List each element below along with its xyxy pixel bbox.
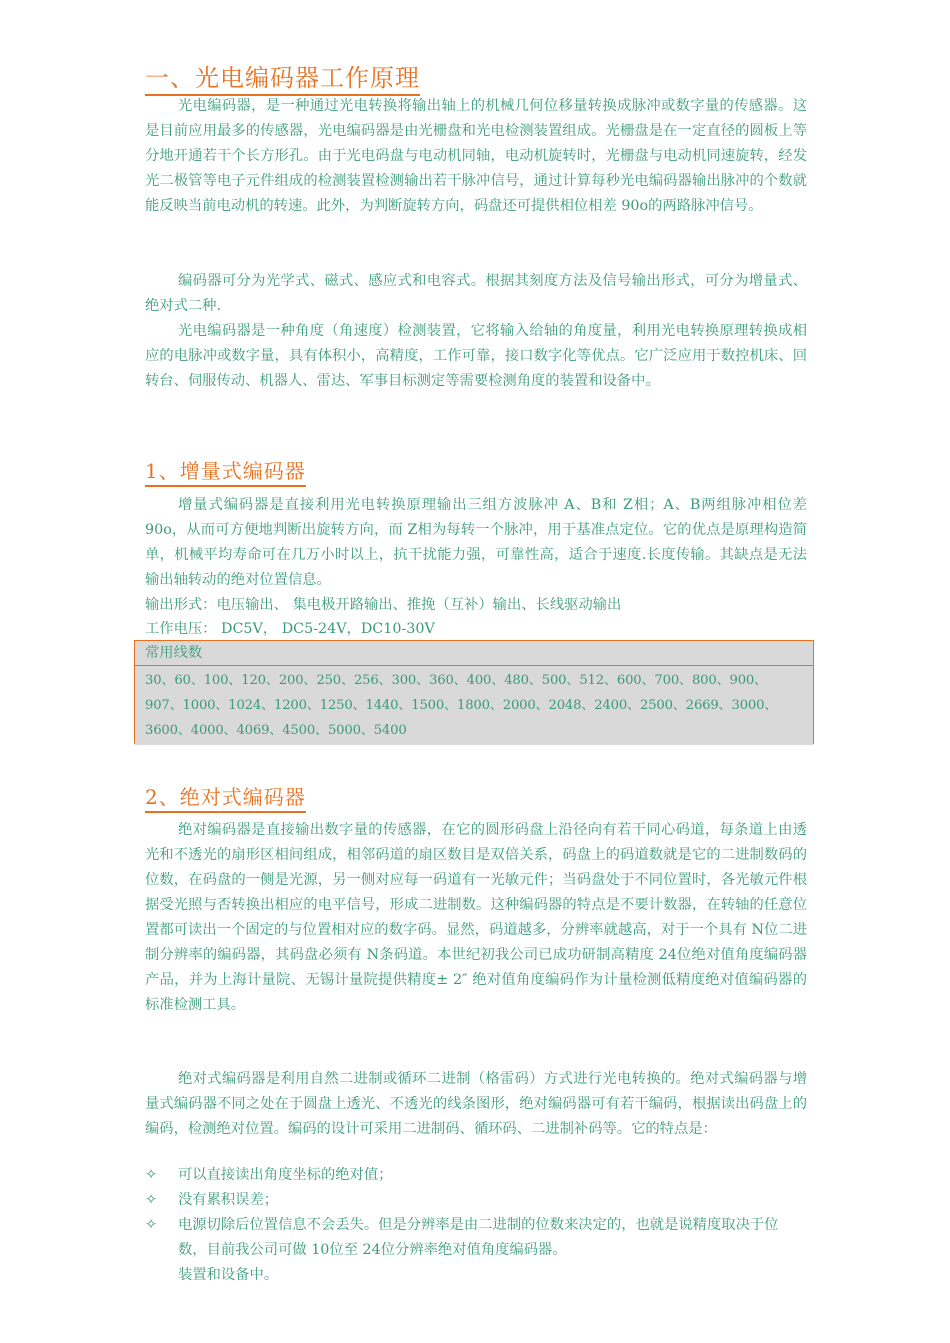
list-item: ✧ 没有累积误差； <box>145 1188 807 1213</box>
list-item: ✧ 可以直接读出角度坐标的绝对值； <box>145 1163 807 1188</box>
list-item: ✧ 电源切除后位置信息不会丢失。但是分辨率是由二进制的位数来决定的，也就是说精度取决于位数，目前我公司可做 10位至 24位分辨率绝对值角度编码器。 <box>145 1213 807 1263</box>
intro-paragraph-1: 光电编码器，是一种通过光电转换将输出轴上的机械几何位移量转换成脉冲或数字量的传感器。这是目前应用最多的传感器，光电编码器是由光栅盘和光电检测装置组成。光栅盘是在一定直径的圆板上等分地开通若干个长方形孔。由于光电码盘与电动机同轴，电动机旋转时，光栅盘与电动机同速旋转，经发光二极管等电子元件组成的检测装置检测输出若干脉冲信号，通过计算每秒光电编码器输出脉冲的个数就能反映当前电动机的转速。此外，为判断旋转方向，码盘还可提供相位相差 90o的两路脉冲信号。 <box>145 98 807 214</box>
section2-heading: 2、绝对式编码器 <box>145 781 306 813</box>
section2-paragraph-1: 绝对编码器是直接输出数字量的传感器，在它的圆形码盘上沿径向有若干同心码道，每条道上由透光和不透光的扇形区相间组成，相邻码道的扇区数目是双倍关系，码盘上的码道数就是它的二进制数码的位数，在码盘的一侧是光源，另一侧对应每一码道有一光敏元件；当码盘处于不同位置时，各光敏元件根据受光照与否转换出相应的电平信号，形成二进制数。这种编码器的特点是不要计数器，在转轴的任意位置都可读出一个固定的与位置相对应的数字码。显然，码道越多，分辨率就越高，对于一个具有 N位二进制分辨率的编码器，其码盘必须有 N条码道。本世纪初我公司已成功研制高精度 24位绝对值角度编码器产品，并为上海计量院、无锡计量院提供精度± 2″ 绝对值角度编码作为计量检测低精度绝对值编码器的标准检测工具。 <box>145 822 807 1013</box>
working-voltage-line: 工作电压： DC5V， DC5-24V，DC10-30V <box>145 621 435 637</box>
diamond-bullet-icon: ✧ <box>145 1167 157 1183</box>
closing-line: 装置和设备中。 <box>178 1267 279 1283</box>
page-title: 一、光电编码器工作原理 <box>145 58 420 96</box>
line-count-row-2: 907、1000、1024、1200、1250、1440、1500、1800、2000、2048、2400、2500、2669、3000、 <box>145 698 778 713</box>
section2-paragraph-2: 绝对式编码器是利用自然二进制或循环二进制（格雷码）方式进行光电转换的。绝对式编码器与增量式编码器不同之处在于圆盘上透光、不透光的线条图形，绝对编码器可有若干编码，根据读出码盘上的编码，检测绝对位置。编码的设计可采用二进制码、循环码、二进制补码等。它的特点是： <box>145 1071 807 1137</box>
line-count-row-3: 3600、4000、4069、4500、5000、5400 <box>145 723 407 738</box>
feature-list <box>145 1163 807 1288</box>
line-count-title: 常用线数 <box>135 641 813 665</box>
line-count-box <box>134 640 814 744</box>
line-count-row-1: 30、60、100、120、200、250、256、300、360、400、480、500、512、600、700、800、900、 <box>145 673 768 688</box>
diamond-bullet-icon: ✧ <box>145 1217 157 1233</box>
section1-paragraph: 增量式编码器是直接利用光电转换原理输出三组方波脉冲 A、B和 Z相；A、B两组脉冲相位差 90o，从而可方便地判断出旋转方向，而 Z相为每转一个脉冲，用于基准点定位。它的优点是原理构造简单，机械平均寿命可在几万小时以上，抗干扰能力强，可靠性高，适合于速度.长度传输。其缺点是无法输出轴转动的绝对位置信息。 <box>145 497 807 588</box>
section1-heading: 1、增量式编码器 <box>145 455 306 487</box>
intro-paragraph-3: 光电编码器是一种角度（角速度）检测装置，它将输入给轴的角度量，利用光电转换原理转换成相应的电脉冲或数字量，具有体积小，高精度，工作可靠，接口数字化等优点。它广泛应用于数控机床、回转台、伺服传动、机器人、雷达、军事目标测定等需要检测角度的装置和设备中。 <box>145 323 807 389</box>
output-form-line: 输出形式：电压输出、 集电极开路输出、推挽（互补）输出、长线驱动输出 <box>145 597 622 613</box>
intro-paragraph-2: 编码器可分为光学式、磁式、感应式和电容式。根据其刻度方法及信号输出形式，可分为增量式、绝对式二种. <box>145 273 807 314</box>
diamond-bullet-icon: ✧ <box>145 1192 157 1208</box>
line-count-values <box>135 665 813 745</box>
